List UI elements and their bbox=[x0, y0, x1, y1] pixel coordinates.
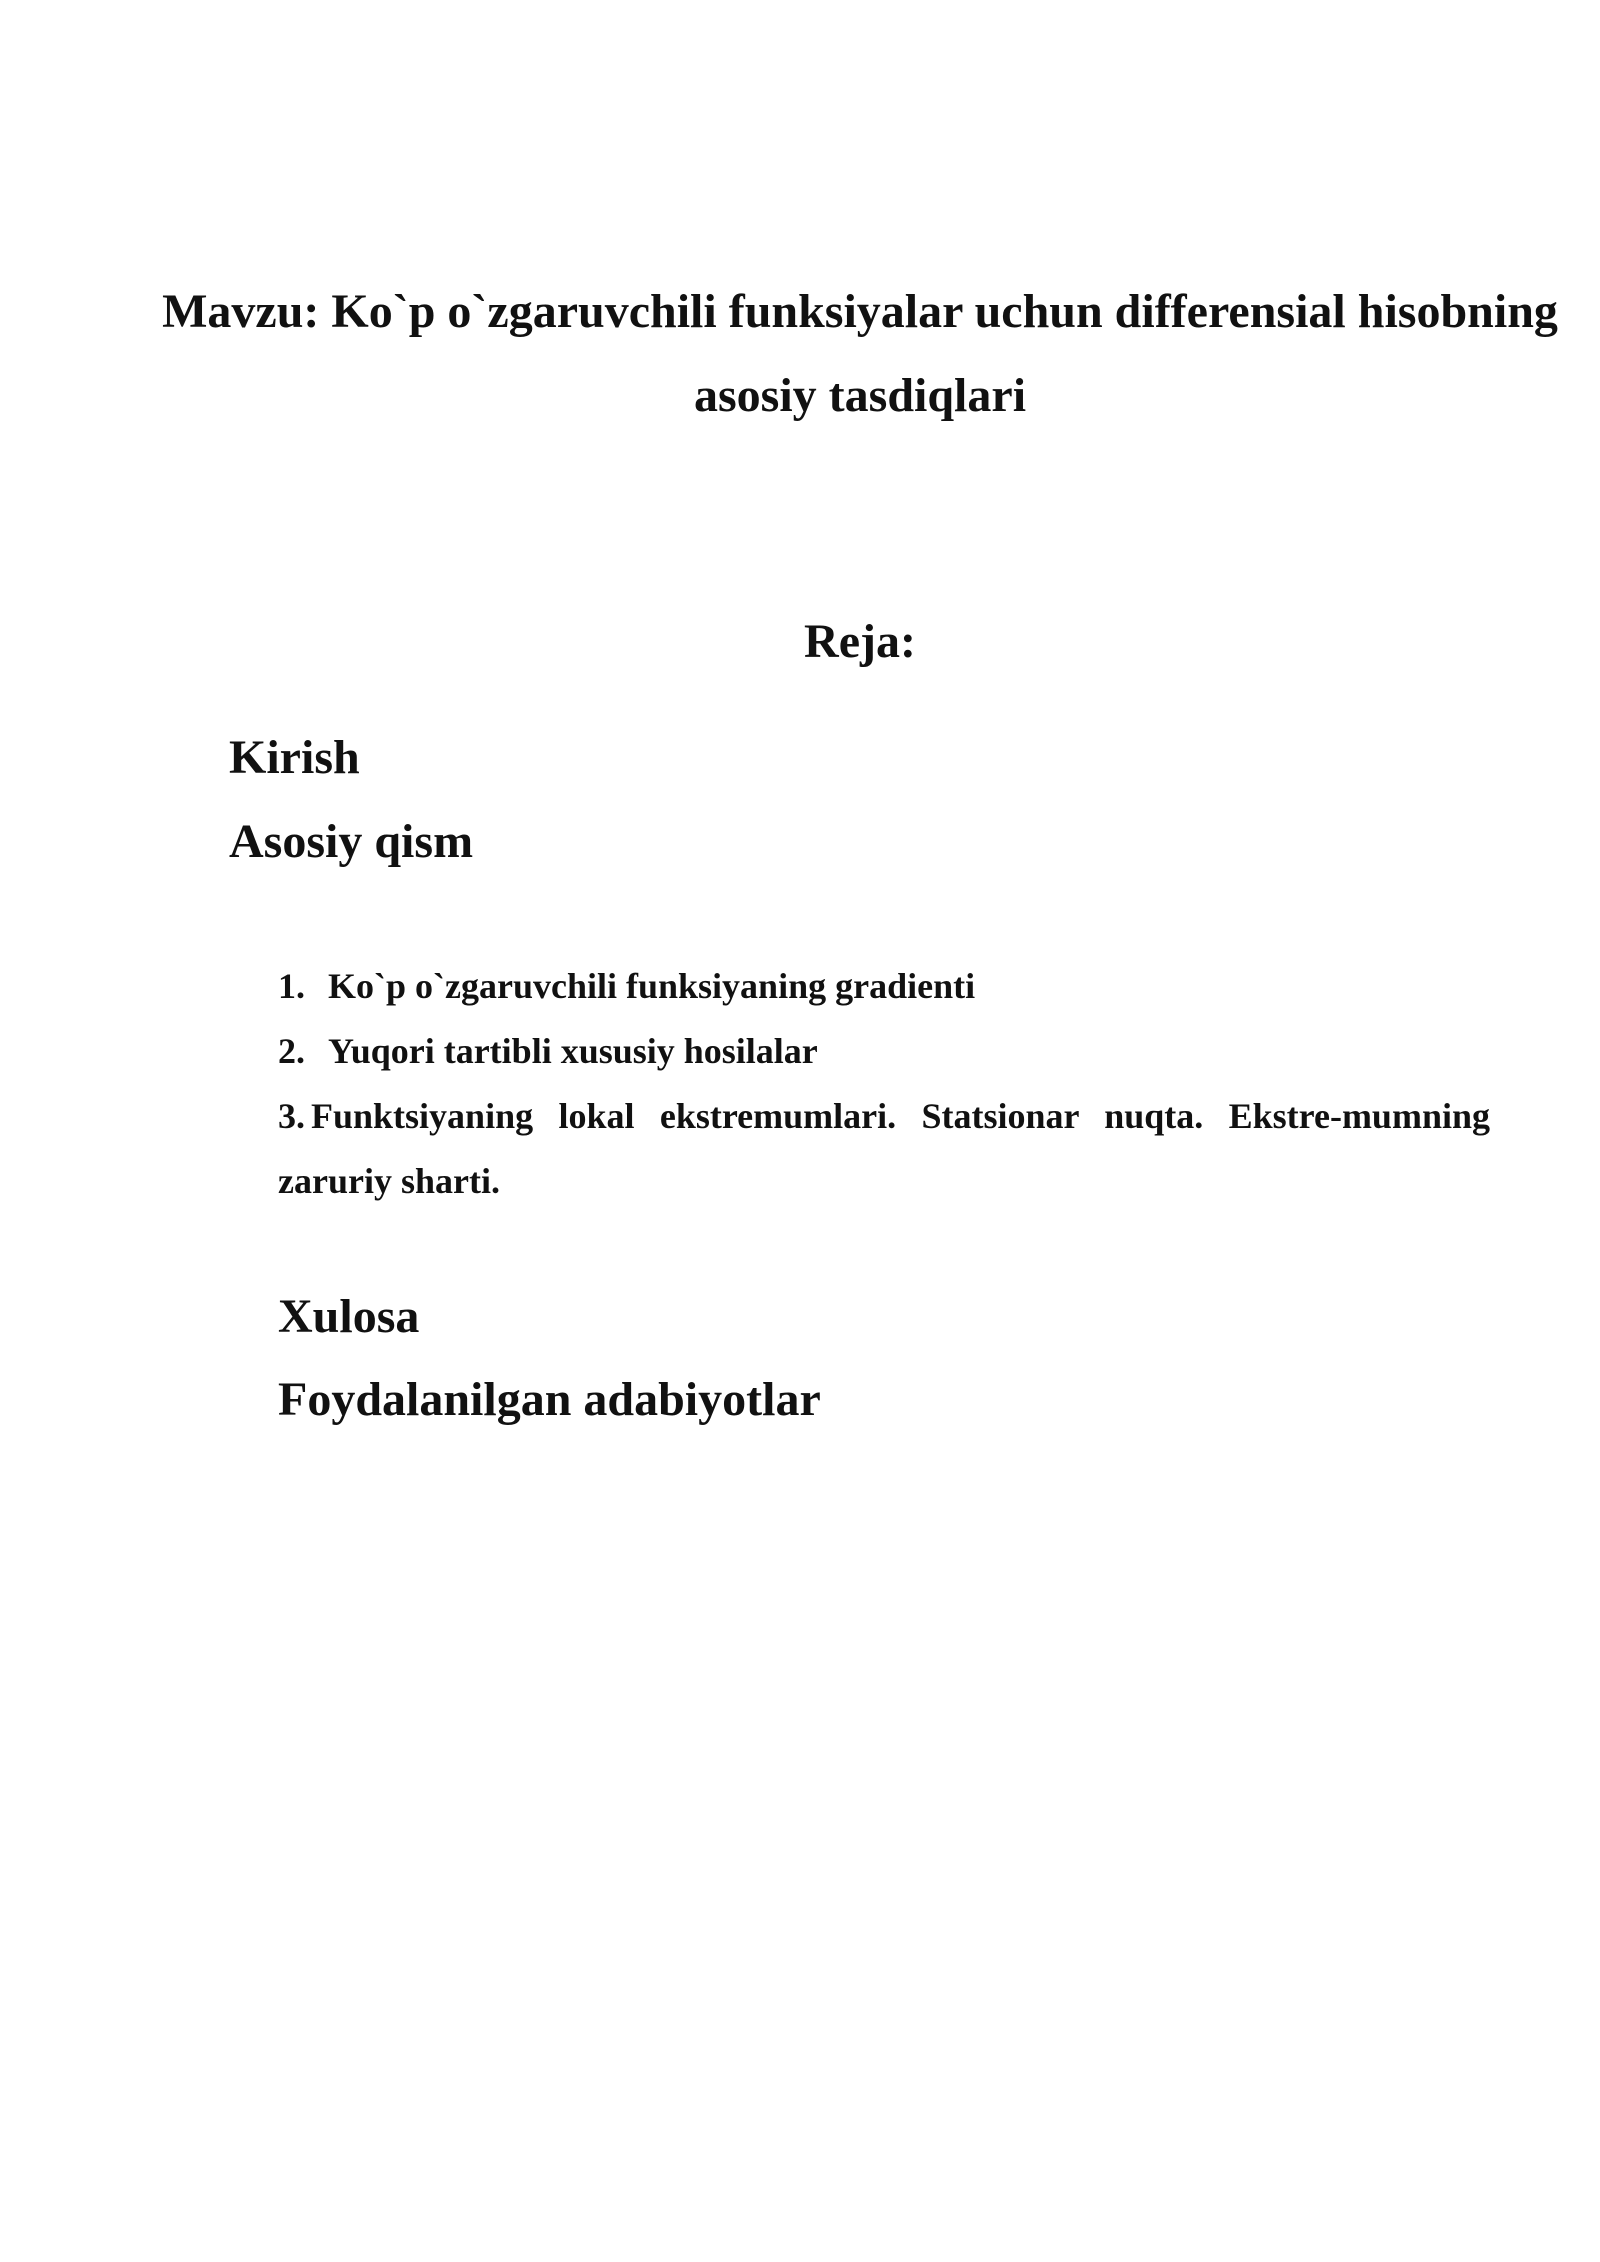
intro-heading: Kirish bbox=[229, 731, 360, 784]
plan-item bbox=[278, 1084, 1490, 1214]
plan-item-number: 2. bbox=[278, 1031, 305, 1071]
references-heading: Foydalanilgan adabiyotlar bbox=[278, 1373, 821, 1426]
plan-item bbox=[278, 1019, 1490, 1084]
plan-item-number: 1. bbox=[278, 966, 305, 1006]
plan-heading: Reja: bbox=[804, 615, 916, 668]
plan-item bbox=[278, 954, 1490, 1019]
document-title: Mavzu: Ko`p o`zgaruvchili funksiyalar uchun differensial hisobning asosiy tasdiqlari bbox=[162, 285, 1558, 422]
plan-item-number: 3. bbox=[278, 1096, 305, 1136]
main-part-heading: Asosiy qism bbox=[229, 815, 474, 868]
plan-item-text: Ko`p o`zgaruvchili funksiyaning gradienti bbox=[328, 966, 976, 1006]
conclusion-heading: Xulosa bbox=[278, 1290, 420, 1343]
plan-item-text: Funktsiyaning lokal ekstremumlari. Statsionar nuqta. Ekstre-mumning zaruriy sharti. bbox=[278, 1096, 1490, 1201]
plan-item-text: Yuqori tartibli xususiy hosilalar bbox=[328, 1031, 818, 1071]
plan-list bbox=[278, 954, 1490, 1214]
